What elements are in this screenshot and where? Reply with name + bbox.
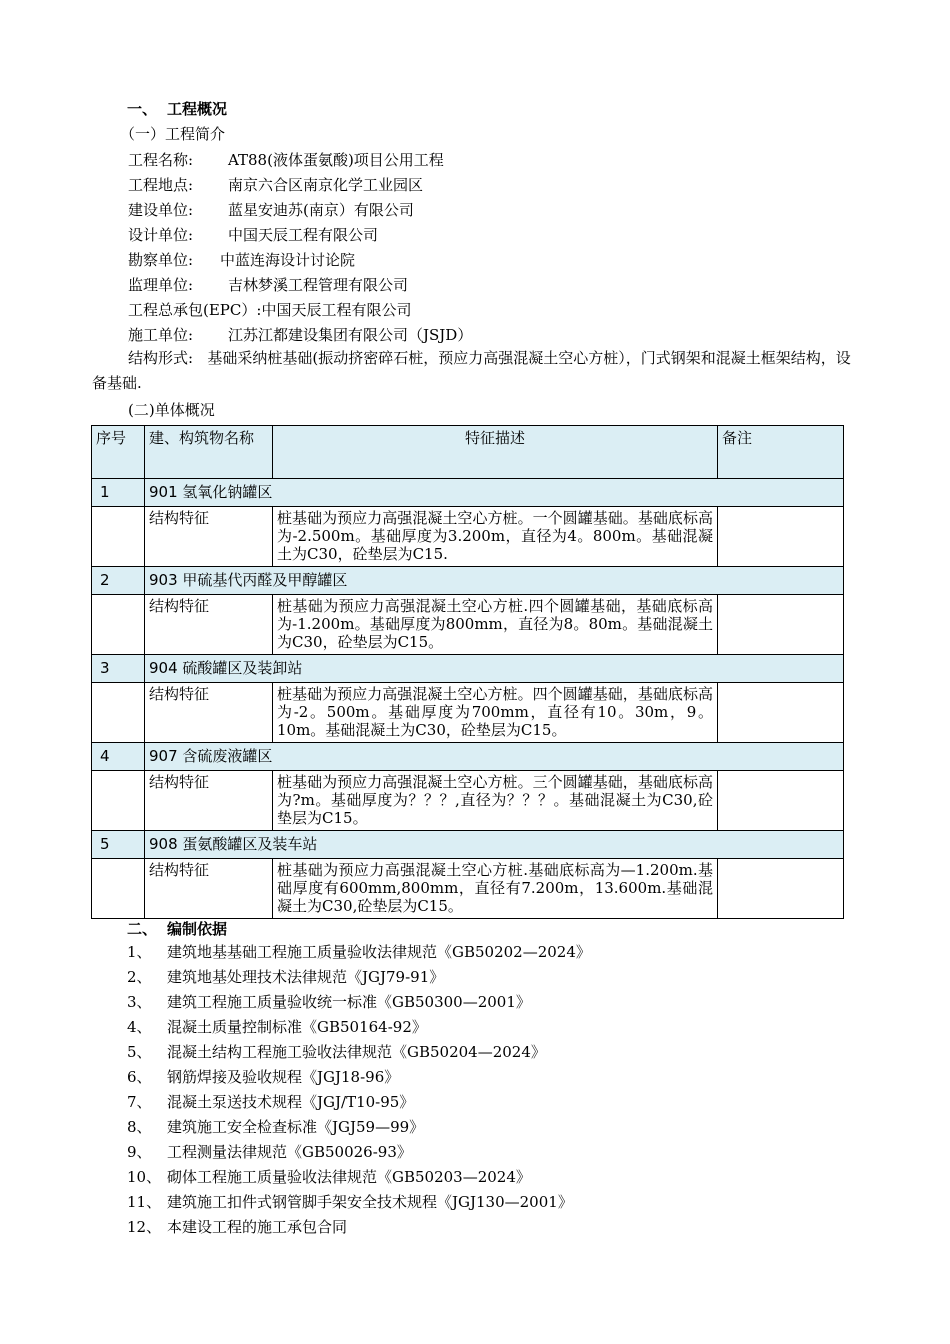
- info-value: 蓝星安迪苏(南京）有限公司: [228, 201, 414, 219]
- row-name: 蛋氨酸罐区及装车站: [182, 835, 318, 853]
- list-item: [127, 1018, 591, 1043]
- row-no: 4: [92, 743, 145, 771]
- list-text: 混凝土结构工程施工验收法律规范《GB50204—2024》: [167, 1043, 546, 1061]
- list-text: 工程测量法律规范《GB50026-93》: [167, 1143, 412, 1161]
- info-label: 工程总承包(EPC）:: [128, 301, 262, 319]
- list-index: 3、: [127, 993, 152, 1011]
- list-text: 本建设工程的施工承包合同: [167, 1218, 348, 1236]
- table-row: [92, 683, 844, 743]
- row-code: 903: [149, 571, 178, 589]
- row-name-cell: [145, 831, 844, 859]
- row-name: 硫酸罐区及装卸站: [182, 659, 303, 677]
- list-text: 建筑施工安全检查标准《JGJ59—99》: [167, 1118, 425, 1136]
- list-text: 建筑工程施工质量验收统一标准《GB50300—2001》: [167, 993, 531, 1011]
- row-name-cell: [145, 655, 844, 683]
- list-text: 建筑地基基础工程施工质量验收法律规范《GB50202—2024》: [167, 943, 591, 961]
- basis-list: [127, 943, 591, 1243]
- feature-label: 结构特征: [145, 507, 273, 567]
- note-cell: [718, 859, 844, 919]
- info-value: AT88(液体蛋氨酸)项目公用工程: [228, 151, 444, 169]
- feature-desc: 桩基础为预应力高强混凝土空心方桩。三个圆罐基础，基础底标高为?m。基础厚度为？？？,直径为？？？。基础混凝土为C30,砼垫层为C15。: [273, 771, 718, 831]
- list-item: [127, 943, 591, 968]
- row-code: 907: [149, 747, 178, 765]
- table-header-row: [92, 426, 844, 479]
- feature-desc: 桩基础为预应力高强混凝土空心方桩。四个圆罐基础，基础底标高为-2。500m。基础厚度为700mm，直径有10。30m，9。10m。基础混凝土为C30，砼垫层为C15。: [273, 683, 718, 743]
- table-row: [92, 595, 844, 655]
- list-text: 钢筋焊接及验收规程《JGJ18-96》: [167, 1068, 400, 1086]
- row-name: 氢氧化钠罐区: [182, 483, 273, 501]
- info-line-epc: [128, 299, 411, 320]
- feature-label: 结构特征: [145, 683, 273, 743]
- info-value: 中蓝连海设计讨论院: [220, 251, 356, 269]
- list-item: [127, 1068, 591, 1093]
- info-line-project-name: [128, 149, 444, 170]
- structure-value: 基础采纳桩基础(振动挤密碎石桩，预应力高强混凝土空心方桩），门式钢架和混凝土框架结构，设备基础.: [92, 349, 851, 392]
- section-1-number: 一、: [127, 100, 158, 118]
- list-index: 6、: [127, 1068, 152, 1086]
- list-text: 砌体工程施工质量验收法律规范《GB50203—2024》: [167, 1168, 531, 1186]
- row-code: 904: [149, 659, 178, 677]
- intro-heading: （一）工程简介: [120, 125, 226, 143]
- info-label: 施工单位:: [128, 326, 194, 344]
- row-no: 2: [92, 567, 145, 595]
- row-code: 908: [149, 835, 178, 853]
- header-desc: 特征描述: [273, 426, 718, 479]
- table-row: [92, 831, 844, 859]
- list-item: [127, 1168, 591, 1193]
- list-index: 7、: [127, 1093, 152, 1111]
- table-row: [92, 655, 844, 683]
- info-label: 监理单位:: [128, 276, 194, 294]
- list-text: 建筑施工扣件式钢管脚手架安全技术规程《JGJ130—2001》: [167, 1193, 573, 1211]
- info-value: 中国天辰工程有限公司: [228, 226, 379, 244]
- header-note: 备注: [718, 426, 844, 479]
- empty-cell: [92, 771, 145, 831]
- info-line-designer: [128, 224, 378, 245]
- row-code: 901: [149, 483, 178, 501]
- list-index: 8、: [127, 1118, 152, 1136]
- list-index: 12、: [127, 1218, 162, 1236]
- table-row: [92, 743, 844, 771]
- feature-desc: 桩基础为预应力高强混凝土空心方桩.基础底标高为—1.200m.基础厚度有600mm,800mm，直径有7.200m，13.600m.基础混凝土为C30,砼垫层为C15。: [273, 859, 718, 919]
- table-row: [92, 507, 844, 567]
- section-1-title: 工程概况: [167, 100, 228, 118]
- feature-desc: 桩基础为预应力高强混凝土空心方桩.四个圆罐基础，基础底标高为-1.200m。基础厚度为800mm，直径为8。80m。基础混凝土为C30，砼垫层为C15。: [273, 595, 718, 655]
- empty-cell: [92, 859, 145, 919]
- info-label: 勘察单位:: [128, 251, 194, 269]
- note-cell: [718, 595, 844, 655]
- list-item: [127, 1143, 591, 1168]
- table-row: [92, 771, 844, 831]
- row-name-cell: [145, 743, 844, 771]
- info-value: 中国天辰工程有限公司: [261, 301, 412, 319]
- info-line-location: [128, 174, 423, 195]
- note-cell: [718, 683, 844, 743]
- info-label: 工程地点:: [128, 176, 194, 194]
- row-name-cell: [145, 567, 844, 595]
- empty-cell: [92, 507, 145, 567]
- list-index: 1、: [127, 943, 152, 961]
- list-index: 2、: [127, 968, 152, 986]
- row-no: 5: [92, 831, 145, 859]
- list-item: [127, 968, 591, 993]
- row-no: 3: [92, 655, 145, 683]
- table-row: [92, 567, 844, 595]
- info-label: 设计单位:: [128, 226, 194, 244]
- row-name-cell: [145, 479, 844, 507]
- structure-label: 结构形式:: [128, 349, 194, 367]
- list-text: 混凝土质量控制标准《GB50164-92》: [167, 1018, 427, 1036]
- feature-label: 结构特征: [145, 859, 273, 919]
- empty-cell: [92, 595, 145, 655]
- units-table: [91, 425, 844, 919]
- empty-cell: [92, 683, 145, 743]
- table-row: [92, 479, 844, 507]
- row-name: 含硫废液罐区: [182, 747, 273, 765]
- list-item: [127, 1093, 591, 1118]
- header-no: 序号: [92, 426, 145, 479]
- feature-label: 结构特征: [145, 771, 273, 831]
- feature-label: 结构特征: [145, 595, 273, 655]
- section-1-heading: [127, 98, 227, 119]
- list-index: 10、: [127, 1168, 162, 1186]
- section-2-title: 编制依据: [167, 920, 228, 938]
- row-no: 1: [92, 479, 145, 507]
- info-line-survey: [128, 249, 355, 270]
- units-heading: (二)单体概况: [128, 401, 215, 419]
- list-index: 4、: [127, 1018, 152, 1036]
- list-item: [127, 1043, 591, 1068]
- list-index: 9、: [127, 1143, 152, 1161]
- info-value: 吉林梦溪工程管理有限公司: [228, 276, 409, 294]
- section-2-heading: [127, 918, 227, 939]
- row-name: 甲硫基代丙醛及甲醇罐区: [182, 571, 348, 589]
- note-cell: [718, 771, 844, 831]
- list-item: [127, 1193, 591, 1218]
- note-cell: [718, 507, 844, 567]
- list-index: 11、: [127, 1193, 162, 1211]
- section-2-number: 二、: [127, 920, 158, 938]
- list-text: 混凝土泵送技术规程《JGJ/T10-95》: [167, 1093, 415, 1111]
- list-text: 建筑地基处理技术法律规范《JGJ79-91》: [167, 968, 445, 986]
- info-line-owner: [128, 199, 414, 220]
- list-index: 5、: [127, 1043, 152, 1061]
- list-item: [127, 1218, 591, 1243]
- list-item: [127, 993, 591, 1018]
- info-line-supervisor: [128, 274, 408, 295]
- feature-desc: 桩基础为预应力高强混凝土空心方桩。一个圆罐基础。基础底标高为-2.500m。基础厚度为3.200m，直径为4。800m。基础混凝土为C30，砼垫层为C15.: [273, 507, 718, 567]
- table-row: [92, 859, 844, 919]
- info-value: 江苏江都建设集团有限公司（JSJD）: [228, 326, 473, 344]
- info-label: 建设单位:: [128, 201, 194, 219]
- list-item: [127, 1118, 591, 1143]
- info-label: 工程名称:: [128, 151, 194, 169]
- info-line-contractor: [128, 324, 472, 345]
- structure-paragraph: [92, 346, 862, 396]
- header-name: 建、构筑物名称: [145, 426, 273, 479]
- info-value: 南京六合区南京化学工业园区: [228, 176, 424, 194]
